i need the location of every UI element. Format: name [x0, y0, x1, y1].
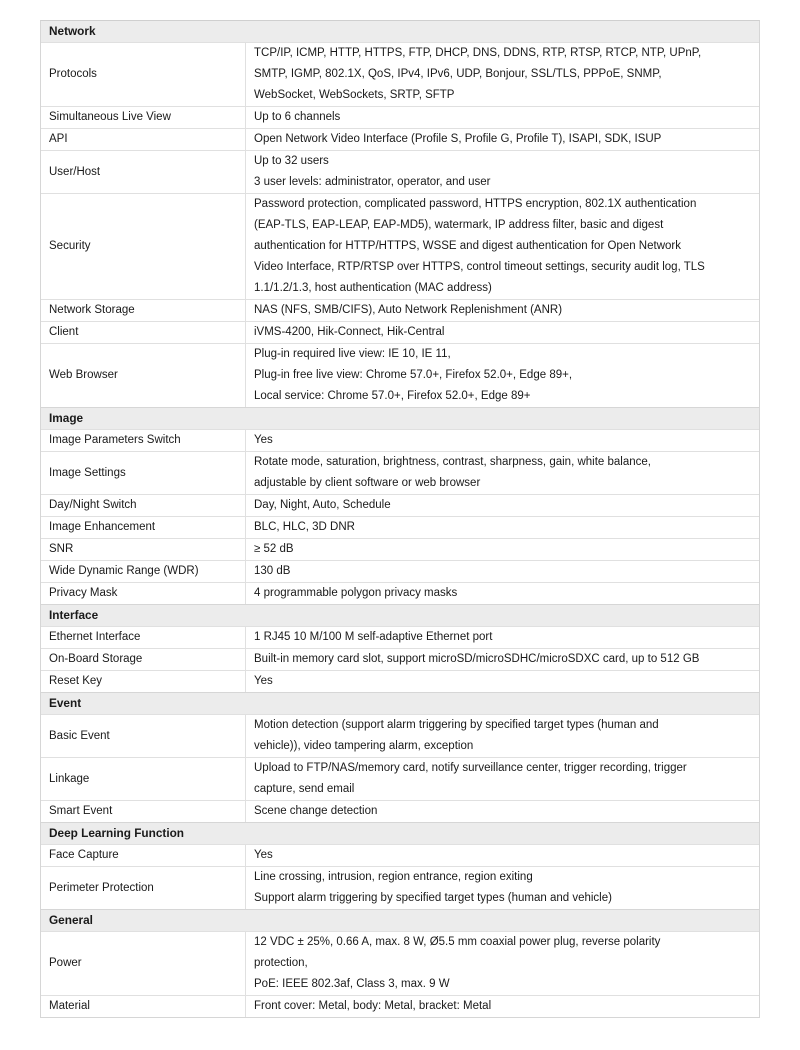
spec-value — [246, 43, 759, 106]
spec-label-reset-key: Reset Key — [41, 671, 246, 692]
spec-value-line: iVMS-4200, Hik-Connect, Hik-Central — [254, 326, 445, 338]
spec-value-line: NAS (NFS, SMB/CIFS), Auto Network Replenishment (ANR) — [254, 304, 563, 316]
table-row — [41, 451, 759, 494]
spec-value-line: Built-in memory card slot, support microSD/microSDHC/microSDXC card, up to 512 GB — [254, 653, 700, 665]
spec-value-line: Plug-in free live view: Chrome 57.0+, Firefox 52.0+, Edge 89+, — [254, 369, 573, 381]
spec-label-privacy-mask: Privacy Mask — [41, 583, 246, 604]
table-row — [41, 299, 759, 321]
spec-value-line: 3 user levels: administrator, operator, and user — [254, 176, 491, 188]
table-row — [41, 193, 759, 299]
spec-label-simultaneous-live-view: Simultaneous Live View — [41, 107, 246, 128]
spec-value-line: Day, Night, Auto, Schedule — [254, 499, 391, 511]
spec-label-material: Material — [41, 996, 246, 1017]
table-row — [41, 714, 759, 757]
spec-value-line: Plug-in required live view: IE 10, IE 11, — [254, 348, 451, 360]
spec-value — [246, 430, 759, 451]
spec-value — [246, 801, 759, 822]
spec-label-basic-event: Basic Event — [41, 715, 246, 757]
spec-label-api: API — [41, 129, 246, 150]
table-row — [41, 648, 759, 670]
spec-value — [246, 845, 759, 866]
spec-label-protocols: Protocols — [41, 43, 246, 106]
spec-value-line: Line crossing, intrusion, region entrance, region exiting — [254, 871, 533, 883]
spec-value — [246, 452, 759, 494]
spec-label-face-capture: Face Capture — [41, 845, 246, 866]
spec-value-line: adjustable by client software or web browser — [254, 477, 481, 489]
spec-value-line: WebSocket, WebSockets, SRTP, SFTP — [254, 89, 455, 101]
spec-value — [246, 561, 759, 582]
spec-value-line: 1.1/1.2/1.3, host authentication (MAC address) — [254, 282, 492, 294]
section-header-network: Network — [41, 21, 759, 42]
table-row — [41, 42, 759, 106]
spec-value — [246, 495, 759, 516]
spec-label-image-parameters-switch: Image Parameters Switch — [41, 430, 246, 451]
spec-value — [246, 517, 759, 538]
spec-value-line: Video Interface, RTP/RTSP over HTTPS, control timeout settings, security audit log, TLS — [254, 261, 705, 273]
table-row — [41, 429, 759, 451]
spec-value-line: SMTP, IGMP, 802.1X, QoS, IPv4, IPv6, UDP, Bonjour, SSL/TLS, PPPoE, SNMP, — [254, 68, 662, 80]
spec-value-line: 130 dB — [254, 565, 291, 577]
spec-value-line: Yes — [254, 849, 273, 861]
table-row — [41, 321, 759, 343]
spec-value-line: Upload to FTP/NAS/memory card, notify surveillance center, trigger recording, trigger — [254, 762, 687, 774]
spec-value-line: PoE: IEEE 802.3af, Class 3, max. 9 W — [254, 978, 450, 990]
spec-value — [246, 107, 759, 128]
spec-value-line: protection, — [254, 957, 308, 969]
spec-value-line: Front cover: Metal, body: Metal, bracket: Metal — [254, 1000, 492, 1012]
spec-label-image-settings: Image Settings — [41, 452, 246, 494]
spec-value — [246, 649, 759, 670]
spec-value-line: TCP/IP, ICMP, HTTP, HTTPS, FTP, DHCP, DNS, DDNS, RTP, RTSP, RTCP, NTP, UPnP, — [254, 47, 702, 59]
spec-label-ethernet-interface: Ethernet Interface — [41, 627, 246, 648]
spec-value — [246, 583, 759, 604]
spec-value-line: Yes — [254, 675, 273, 687]
spec-value-line: Password protection, complicated password, HTTPS encryption, 802.1X authentication — [254, 198, 697, 210]
spec-label-client: Client — [41, 322, 246, 343]
table-row — [41, 626, 759, 648]
spec-value-line: Motion detection (support alarm triggering by specified target types (human and — [254, 719, 659, 731]
table-row — [41, 494, 759, 516]
spec-value — [246, 671, 759, 692]
spec-value-line: ≥ 52 dB — [254, 543, 294, 555]
spec-value-line: Support alarm triggering by specified target types (human and vehicle) — [254, 892, 612, 904]
section-header-general: General — [41, 909, 759, 931]
spec-value — [246, 932, 759, 995]
spec-value-line: 4 programmable polygon privacy masks — [254, 587, 458, 599]
spec-label-web-browser: Web Browser — [41, 344, 246, 407]
spec-label-image-enhancement: Image Enhancement — [41, 517, 246, 538]
spec-value — [246, 194, 759, 299]
spec-value — [246, 129, 759, 150]
spec-value-line: capture, send email — [254, 783, 355, 795]
table-row — [41, 343, 759, 407]
spec-value — [246, 758, 759, 800]
section-header-interface: Interface — [41, 604, 759, 626]
spec-value-line: BLC, HLC, 3D DNR — [254, 521, 355, 533]
spec-value-line: authentication for HTTP/HTTPS, WSSE and digest authentication for Open Network — [254, 240, 681, 252]
table-row — [41, 516, 759, 538]
spec-value-line: Scene change detection — [254, 805, 378, 817]
spec-value-line: Open Network Video Interface (Profile S, Profile G, Profile T), ISAPI, SDK, ISUP — [254, 133, 662, 145]
spec-value-line: Up to 32 users — [254, 155, 329, 167]
table-row — [41, 866, 759, 909]
spec-value-line: 1 RJ45 10 M/100 M self-adaptive Ethernet port — [254, 631, 493, 643]
table-row — [41, 560, 759, 582]
spec-label-wide-dynamic-range-wdr: Wide Dynamic Range (WDR) — [41, 561, 246, 582]
spec-value-line: Yes — [254, 434, 273, 446]
spec-label-network-storage: Network Storage — [41, 300, 246, 321]
spec-value — [246, 151, 759, 193]
section-header-event: Event — [41, 692, 759, 714]
spec-label-day-night-switch: Day/Night Switch — [41, 495, 246, 516]
table-row — [41, 757, 759, 800]
section-header-image: Image — [41, 407, 759, 429]
spec-table — [40, 20, 760, 1018]
table-row — [41, 800, 759, 822]
table-row — [41, 150, 759, 193]
spec-label-security: Security — [41, 194, 246, 299]
table-row — [41, 844, 759, 866]
spec-value-line: vehicle)), video tampering alarm, exception — [254, 740, 474, 752]
spec-value — [246, 539, 759, 560]
spec-value-line: Up to 6 channels — [254, 111, 341, 123]
table-row — [41, 931, 759, 995]
spec-value-line: Local service: Chrome 57.0+, Firefox 52.0+, Edge 89+ — [254, 390, 531, 402]
spec-label-snr: SNR — [41, 539, 246, 560]
spec-value — [246, 300, 759, 321]
spec-value-line: (EAP-TLS, EAP-LEAP, EAP-MD5), watermark, IP address filter, basic and digest — [254, 219, 664, 231]
spec-value — [246, 344, 759, 407]
spec-value — [246, 996, 759, 1017]
table-row — [41, 995, 759, 1017]
table-row — [41, 538, 759, 560]
spec-value — [246, 627, 759, 648]
spec-value — [246, 322, 759, 343]
spec-value — [246, 867, 759, 909]
table-row — [41, 128, 759, 150]
spec-label-smart-event: Smart Event — [41, 801, 246, 822]
spec-label-on-board-storage: On-Board Storage — [41, 649, 246, 670]
table-row — [41, 106, 759, 128]
section-header-deep-learning-function: Deep Learning Function — [41, 822, 759, 844]
spec-label-user-host: User/Host — [41, 151, 246, 193]
table-row — [41, 582, 759, 604]
spec-value — [246, 715, 759, 757]
spec-label-linkage: Linkage — [41, 758, 246, 800]
spec-label-power: Power — [41, 932, 246, 995]
spec-value-line: Rotate mode, saturation, brightness, contrast, sharpness, gain, white balance, — [254, 456, 651, 468]
table-row — [41, 670, 759, 692]
spec-value-line: 12 VDC ± 25%, 0.66 A, max. 8 W, Ø5.5 mm coaxial power plug, reverse polarity — [254, 936, 661, 948]
spec-label-perimeter-protection: Perimeter Protection — [41, 867, 246, 909]
